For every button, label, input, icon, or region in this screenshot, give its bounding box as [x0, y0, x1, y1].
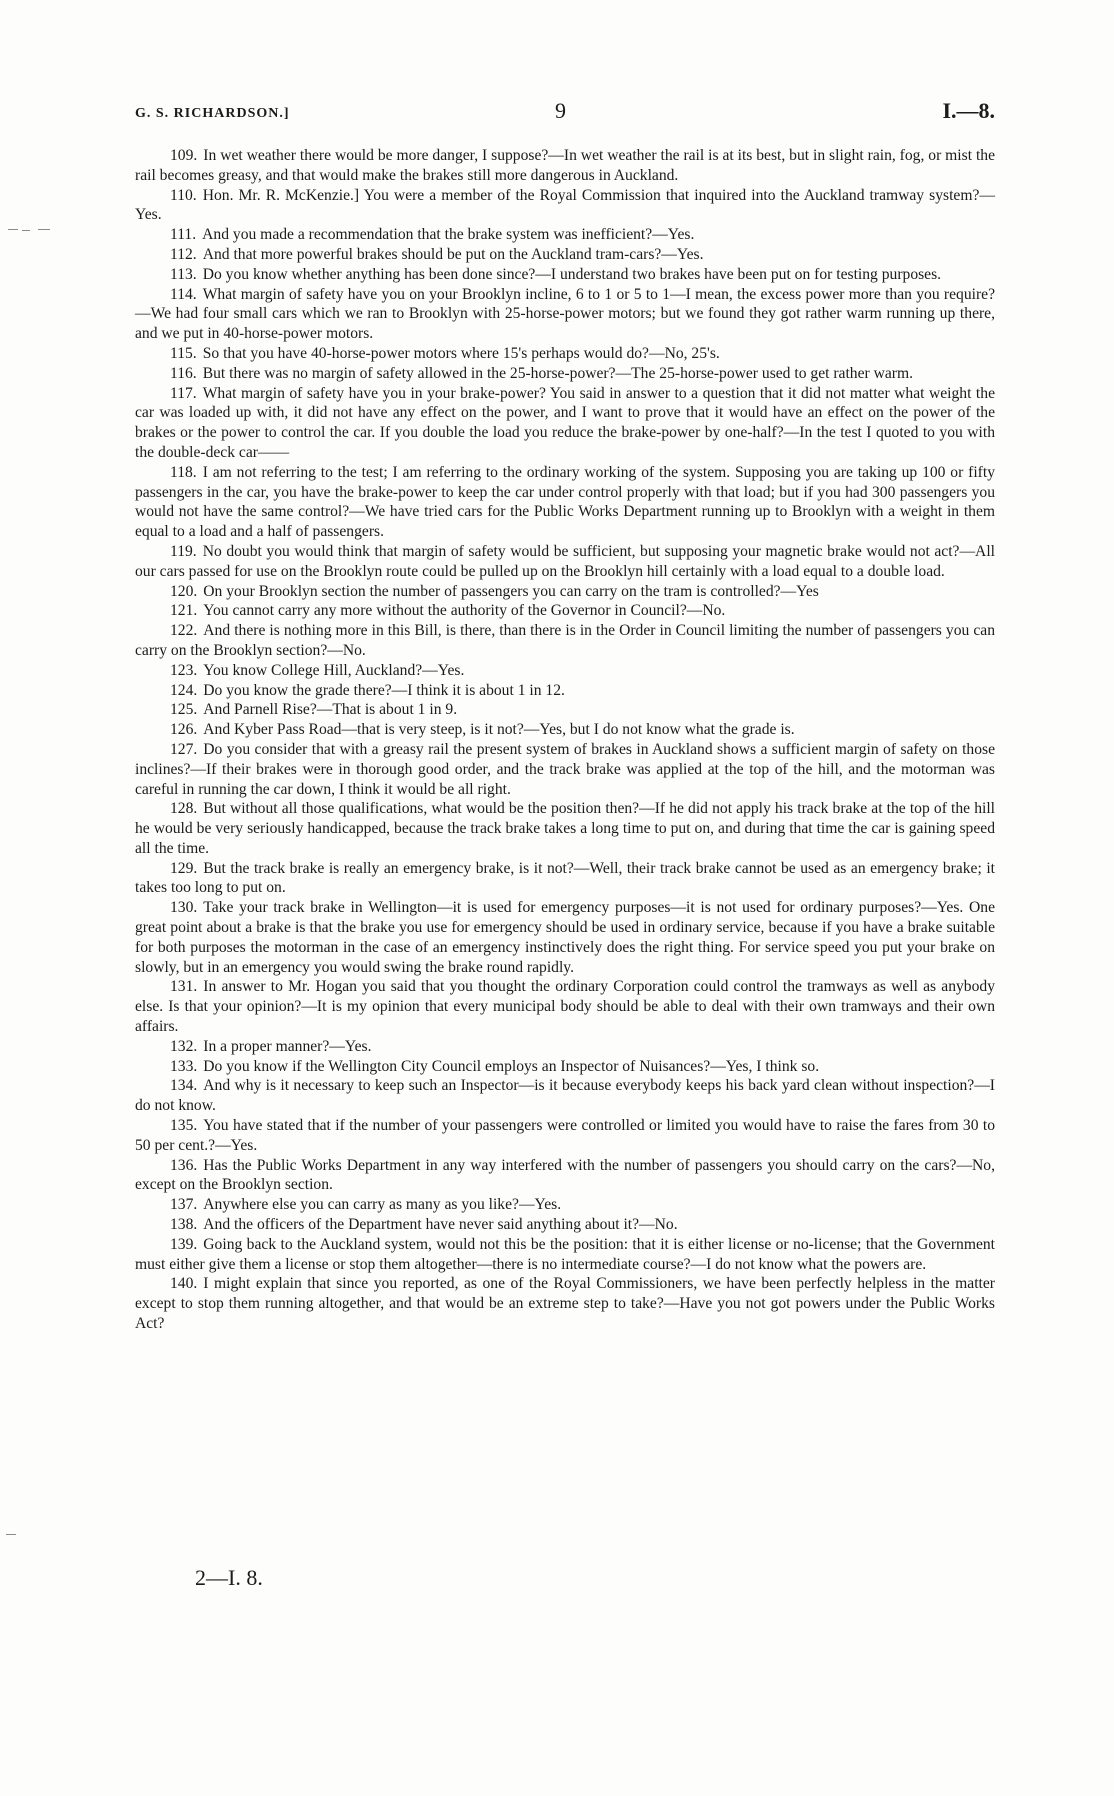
- question-answer-text: You know College Hill, Auckland?—Yes.: [203, 661, 465, 679]
- question-number: 109.: [170, 147, 198, 164]
- margin-mark: [6, 1534, 16, 1535]
- qa-paragraph: [135, 681, 995, 701]
- question-number: 116.: [170, 364, 197, 382]
- question-answer-text: Do you know whether anything has been done since?—I understand two brakes have been put on for testing purposes.: [202, 265, 942, 283]
- question-number: 114.: [170, 285, 197, 303]
- question-answer-text: In a proper manner?—Yes.: [203, 1037, 372, 1055]
- qa-paragraph: [135, 700, 995, 720]
- question-number: 112.: [170, 245, 197, 263]
- question-answer-text: You have stated that if the number of your passengers were controlled or limited you would have to raise the fares from 30 to 50 per cent.?—Yes.: [135, 1117, 995, 1154]
- qa-paragraph: [135, 265, 995, 285]
- question-number: 135.: [170, 1117, 198, 1135]
- question-number: 132.: [170, 1037, 198, 1055]
- qa-paragraph: [135, 720, 995, 740]
- question-number: 139.: [170, 1235, 198, 1253]
- qa-paragraph: [135, 146, 995, 186]
- question-answer-text: Do you know if the Wellington City Council employs an Inspector of Nuisances?—Yes, I think so.: [203, 1057, 820, 1075]
- question-number: 122.: [170, 622, 198, 640]
- question-answer-text: Take your track brake in Wellington—it is used for emergency purposes—it is not used for ordinary purposes?—Yes. One great point about a brake is that the brake you use for emergency should be used in ordinary service, because if you have a brake suitable for both purposes the motorman in the case of an emergency instinctively does the right thing. For service speed you put your brake on slowly, but in an emergency you would swing the brake round rapidly.: [135, 899, 995, 976]
- page-number: 9: [555, 98, 566, 123]
- question-answer-text: You cannot carry any more without the authority of the Governor in Council?—No.: [203, 602, 726, 620]
- qa-paragraph: [135, 344, 995, 364]
- qa-paragraph: [135, 1215, 995, 1235]
- question-number: 125.: [170, 701, 198, 719]
- question-number: 120.: [170, 582, 198, 600]
- qa-paragraph: [135, 601, 995, 621]
- qa-paragraph: [135, 799, 995, 858]
- qa-paragraph: [135, 1076, 995, 1116]
- question-answer-text: But there was no margin of safety allowed in the 25-horse-power?—The 25-horse-power used to get rather warm.: [202, 364, 914, 382]
- question-number: 128.: [170, 800, 198, 818]
- question-answer-text: And you made a recommendation that the brake system was inefficient?—Yes.: [202, 226, 695, 244]
- question-number: 113.: [170, 265, 197, 283]
- question-number: 117.: [170, 384, 197, 402]
- qa-paragraph: [135, 245, 995, 265]
- question-number: 124.: [170, 681, 198, 699]
- qa-paragraph: [135, 1116, 995, 1156]
- margin-mark: [38, 229, 50, 230]
- question-answer-text: So that you have 40-horse-power motors where 15's perhaps would do?—No, 25's.: [202, 344, 720, 362]
- question-answer-text: But the track brake is really an emergency brake, is it not?—Well, their track brake cannot be used as an emergency brake; it takes too long to put on.: [135, 859, 995, 897]
- question-number: 126.: [170, 721, 198, 739]
- qa-paragraph: [135, 364, 995, 384]
- question-answer-text: And Kyber Pass Road—that is very steep, is it not?—Yes, but I do not know what the grade is.: [203, 721, 795, 739]
- question-answer-text: Anywhere else you can carry as many as you like?—Yes.: [203, 1196, 562, 1214]
- question-number: 115.: [170, 344, 197, 362]
- qa-paragraph: [135, 1156, 995, 1196]
- question-answer-text: Do you consider that with a greasy rail the present system of brakes in Auckland shows a sufficient margin of safety on those inclines?—If their brakes were in thorough good order, and the track brake was applied at the top of the hill, and the motorman was careful in running the car down, I think it would be all right.: [135, 740, 995, 798]
- question-number: 131.: [170, 978, 198, 996]
- question-number: 136.: [170, 1156, 198, 1174]
- question-number: 140.: [170, 1275, 198, 1293]
- question-answer-text: And that more powerful brakes should be put on the Auckland tram-cars?—Yes.: [202, 245, 704, 263]
- question-number: 137.: [170, 1196, 198, 1214]
- qa-paragraph: [135, 384, 995, 463]
- qa-paragraph: [135, 582, 995, 602]
- question-number: 110.: [170, 186, 197, 204]
- qa-paragraph: [135, 186, 995, 226]
- qa-paragraph: [135, 542, 995, 582]
- question-answer-text: On your Brooklyn section the number of passengers you can carry on the tram is controlled?—Yes: [203, 582, 819, 600]
- question-number: 119.: [170, 542, 197, 560]
- question-answer-text: What margin of safety have you on your Brooklyn incline, 6 to 1 or 5 to 1—I mean, the excess power more than you require?—We had four small cars which we ran to Brooklyn with 25-horse-power motors; but we found they got rather warm running up there, and we put in 40-horse-power motors.: [135, 285, 995, 343]
- question-number: 121.: [170, 602, 198, 620]
- question-answer-text: Hon. Mr. R. McKenzie.] You were a member of the Royal Commission that inquired into the Auckland tramway system?—Yes.: [135, 186, 995, 224]
- question-number: 138.: [170, 1216, 198, 1234]
- question-number: 134.: [170, 1077, 198, 1095]
- question-answer-text: And the officers of the Department have never said anything about it?—No.: [203, 1216, 678, 1234]
- question-answer-text: No doubt you would think that margin of safety would be sufficient, but supposing your magnetic brake would not act?—All our cars passed for use on the Brooklyn route could be pulled up on the Brooklyn hill certainly with a load equal to a double load.: [135, 542, 995, 580]
- qa-paragraph: [135, 285, 995, 344]
- document-reference: I.—8.: [942, 98, 995, 123]
- qa-paragraph: [135, 898, 995, 977]
- qa-paragraph: [135, 977, 995, 1036]
- question-answer-text: And Parnell Rise?—That is about 1 in 9.: [203, 701, 458, 719]
- qa-paragraph: [135, 1235, 995, 1275]
- evidence-body: [135, 146, 995, 1334]
- question-answer-text: I might explain that since you reported, as one of the Royal Commissioners, we have been perfectly helpless in the matter except to stop them running altogether, and that would be an extreme step to take?—Have you not got powers under the Public Works Act?: [135, 1275, 995, 1333]
- question-number: 118.: [170, 463, 197, 481]
- qa-paragraph: [135, 1037, 995, 1057]
- question-answer-text: But without all those qualifications, what would be the position then?—If he did not apply his track brake at the top of the hill he would be very seriously handicapped, because the track brake takes a long time to put on, and during that time the car is gaining speed all the time.: [135, 800, 995, 857]
- question-answer-text: Has the Public Works Department in any way interfered with the number of passengers you should carry on the cars?—No, except on the Brooklyn section.: [135, 1156, 995, 1194]
- qa-paragraph: [135, 1274, 995, 1333]
- question-answer-text: In answer to Mr. Hogan you said that you thought the ordinary Corporation could control the tramways as well as anybody else. Is that your opinion?—It is my opinion that every municipal body should be able to deal with their own tramways and their own affairs.: [135, 978, 995, 1036]
- question-number: 111.: [170, 226, 197, 244]
- question-number: 129.: [170, 859, 198, 877]
- qa-paragraph: [135, 463, 995, 542]
- page-header: [135, 98, 995, 132]
- signature-mark: 2—I. 8.: [195, 1565, 263, 1590]
- question-answer-text: And why is it necessary to keep such an Inspector—is it because everybody keeps his back yard clean without inspection?—I do not know.: [135, 1077, 995, 1115]
- qa-paragraph: [135, 225, 995, 245]
- question-answer-text: I am not referring to the test; I am referring to the ordinary working of the system. Supposing you are taking up 100 or fifty passengers in the car, you have the brake-power to keep the car under control properly with that load; but if you had 300 passengers you would not have the same control?—We have tried cars for the Public Works Department running up to Brooklyn with a weight in them equal to a load and a half of passengers.: [135, 463, 995, 541]
- question-number: 130.: [170, 899, 198, 917]
- qa-paragraph: [135, 1057, 995, 1077]
- margin-mark: [22, 230, 30, 231]
- question-answer-text: What margin of safety have you in your brake-power? You said in answer to a question that it did not matter what weight the car was loaded up with, it did not have any effect on the power, and I want to prove that it would have an effect on the power of the brakes or the power to control the car. If you double the load you reduce the brake-power by one-half?—In the test I quoted to you with the double-deck car——: [135, 384, 995, 461]
- question-answer-text: Do you know the grade there?—I think it is about 1 in 12.: [203, 681, 565, 699]
- header-witness-name: G. S. RICHARDSON.]: [135, 106, 290, 121]
- qa-paragraph: [135, 740, 995, 799]
- question-number: 123.: [170, 661, 198, 679]
- question-answer-text: And there is nothing more in this Bill, is there, than there is in the Order in Council limiting the number of passengers you can carry on the Brooklyn section?—No.: [135, 622, 995, 659]
- qa-paragraph: [135, 661, 995, 681]
- question-answer-text: Going back to the Auckland system, would not this be the position: that it is either license or no-license; that the Government must either give them a license or stop them altogether—there is no intermediate course?—I do not know what the powers are.: [135, 1235, 995, 1273]
- question-answer-text: In wet weather there would be more danger, I suppose?—In wet weather the rail is at its best, but in slight rain, fog, or mist the rail becomes greasy, and that would make the brakes still more dangerous in Auckland.: [135, 147, 995, 184]
- qa-paragraph: [135, 859, 995, 899]
- qa-paragraph: [135, 621, 995, 661]
- question-number: 127.: [170, 740, 198, 758]
- qa-paragraph: [135, 1195, 995, 1215]
- question-number: 133.: [170, 1057, 198, 1075]
- margin-mark: [8, 229, 18, 230]
